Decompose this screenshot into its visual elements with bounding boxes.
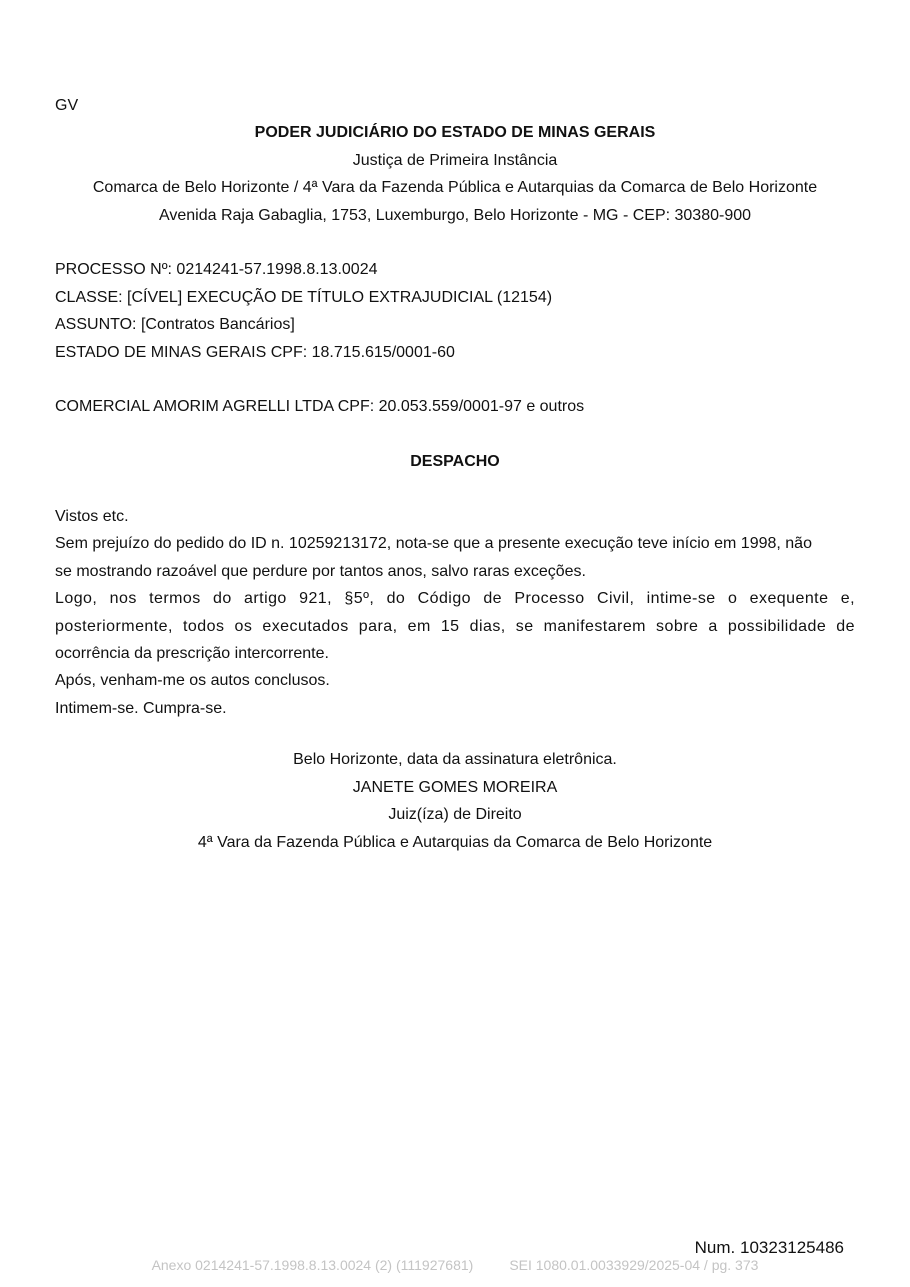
case-assunto: ASSUNTO: [Contratos Bancários] (55, 316, 295, 334)
document-title: DESPACHO (410, 453, 500, 471)
court-title: PODER JUDICIÁRIO DO ESTADO DE MINAS GERAIS (254, 124, 656, 142)
spacer (55, 722, 855, 746)
case-processo: PROCESSO Nº: 0214241-57.1998.8.13.0024 (55, 261, 378, 279)
document-page (55, 92, 855, 856)
paragraph-4: Intimem-se. Cumpra-se. (55, 699, 227, 717)
court-comarca: Comarca de Belo Horizonte / 4ª Vara da Fazenda Pública e Autarquias da Comarca de Belo Horizonte (92, 179, 818, 197)
signature-place-date: Belo Horizonte, data da assinatura eletrônica. (293, 751, 617, 769)
document-number: Num. 10323125486 (694, 1238, 844, 1257)
case-executado: COMERCIAL AMORIM AGRELLI LTDA CPF: 20.053.559/0001-97 e outros (55, 398, 585, 416)
case-classe: CLASSE: [CÍVEL] EXECUÇÃO DE TÍTULO EXTRAJUDICIAL (12154) (55, 288, 553, 306)
paragraph-vistos: Vistos etc. (55, 508, 129, 526)
paragraph-1-line-1: Sem prejuízo do pedido do ID n. 10259213172, nota-se que a presente execução teve início em 1998, não (55, 535, 812, 553)
spacer (55, 476, 855, 503)
signature-court: 4ª Vara da Fazenda Pública e Autarquias da Comarca de Belo Horizonte (197, 833, 713, 851)
sei-reference: SEI 1080.01.0033929/2025-04 / pg. 373 (509, 1257, 759, 1273)
signature-role: Juiz(íza) de Direito (388, 806, 522, 824)
paragraph-2-line-1: Logo, nos termos do artigo 921, §5º, do Código de Processo Civil, intime-se o exequente e, (55, 590, 855, 608)
court-instance: Justiça de Primeira Instância (352, 151, 558, 169)
signature-name: JANETE GOMES MOREIRA (352, 778, 558, 796)
spacer (55, 366, 855, 393)
paragraph-1-line-2: se mostrando razoável que perdure por tantos anos, salvo raras exceções. (55, 562, 586, 580)
court-address: Avenida Raja Gabaglia, 1753, Luxemburgo, Belo Horizonte - MG - CEP: 30380-900 (158, 206, 752, 224)
spacer (55, 229, 855, 256)
header-initials: GV (55, 97, 79, 114)
annex-stamp (0, 1257, 910, 1273)
paragraph-2-line-3: ocorrência da prescrição intercorrente. (55, 645, 329, 663)
annex-reference: Anexo 0214241-57.1998.8.13.0024 (2) (111927681) (151, 1257, 474, 1273)
paragraph-2-line-2: posteriormente, todos os executados para, em 15 dias, se manifestarem sobre a possibilidade de (55, 617, 855, 635)
spacer (55, 421, 855, 448)
paragraph-3: Após, venham-me os autos conclusos. (55, 672, 330, 690)
case-exequente: ESTADO DE MINAS GERAIS CPF: 18.715.615/0001-60 (55, 343, 455, 361)
